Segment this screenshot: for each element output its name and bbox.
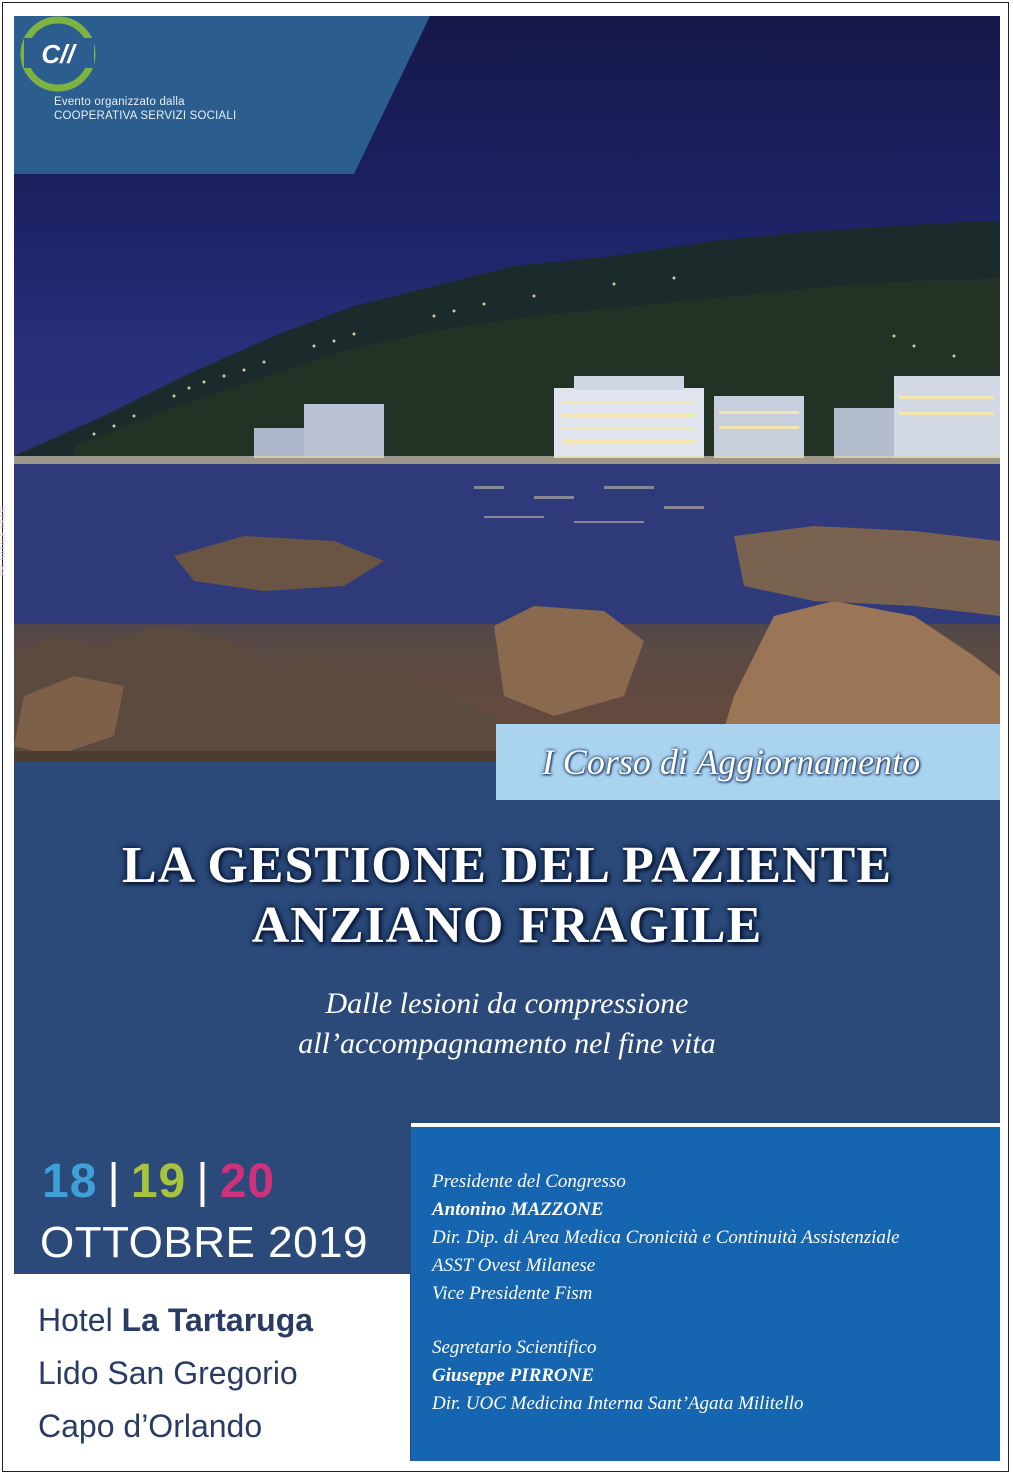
secretary-name-text: Giuseppe PIRRONE [432,1365,595,1386]
president-role: Presidente del Congresso [432,1171,626,1192]
date-separator: | [107,1155,121,1208]
title-line1: LA GESTIONE DEL PAZIENTE [121,837,893,894]
secretary-name [432,1362,900,1390]
date-day3: 20 [219,1155,276,1208]
hotel-prefix: Hotel [38,1302,113,1338]
subtitle-line2: all’accompagnamento nel fine vita [298,1027,716,1060]
president-detail1: Dir. Dip. di Area Medica Cronicità e Continuità Assistenziale [432,1227,900,1248]
svg-text:C//: C// [41,39,75,69]
president-name-text: Antonino MAZZONE [432,1199,604,1220]
venue-address [38,1294,313,1453]
president-detail2: ASST Ovest Milanese [432,1255,596,1276]
spacer [432,1308,900,1334]
venue-line3: Capo d’Orlando [38,1408,263,1444]
committee-list [432,1168,900,1418]
president-name [432,1196,900,1224]
hotel-name: La Tartaruga [121,1302,314,1338]
president-detail3: Vice Presidente Fism [432,1283,593,1304]
course-label: I Corso di Aggiornamento [541,742,921,782]
event-dates [42,1154,275,1209]
title-line2: ANZIANO FRAGILE [251,897,763,954]
event-poster [0,16,1000,1461]
secretary-detail1: Dir. UOC Medicina Interna Sant’Agata Militello [432,1393,804,1414]
event-subtitle [14,984,1000,1064]
date-month-year: OTTOBRE 2019 [40,1218,368,1267]
venue-hotel [38,1294,313,1347]
css-logo-icon [14,16,104,94]
photo-credit: PH. NATALE ARASI [0,505,7,576]
date-separator: | [196,1155,210,1208]
secretary-role: Segretario Scientifico [432,1337,597,1358]
subtitle-line1: Dalle lesioni da compressione [325,987,689,1020]
event-title [14,836,1000,956]
date-day1: 18 [42,1155,98,1208]
date-day2: 19 [130,1155,187,1208]
organizer-line2: COOPERATIVA SERVIZI SOCIALI [54,110,237,122]
organizer-caption [54,95,236,123]
organizer-line1: Evento organizzato dalla [54,96,185,108]
course-band [496,724,1000,800]
night-coast-photo [0,16,1000,762]
venue-line2: Lido San Gregorio [38,1355,298,1391]
